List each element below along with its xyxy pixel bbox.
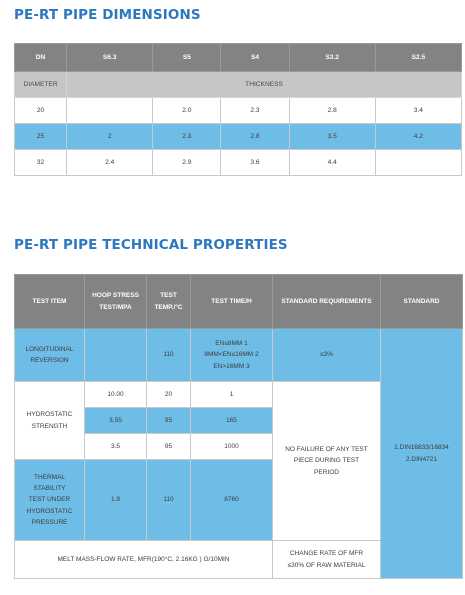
table-cell: 2.3	[221, 98, 289, 124]
technical-header-row	[15, 275, 463, 329]
longitudinal-requirement: ≤3%	[273, 329, 381, 382]
thickness-label: THICKNESS	[67, 72, 462, 98]
hydrostatic-item: HYDROSTATIC STRENGTH	[15, 382, 85, 460]
technical-title: PE-RT PIPE TECHNICAL PROPERTIES	[14, 237, 288, 253]
hydrostatic-time: 165	[191, 408, 273, 434]
diameter-label: DIAMETER	[15, 72, 67, 98]
header-dn: DN	[15, 44, 67, 72]
header-s6-3: S6.3	[67, 44, 153, 72]
table-cell: 2.8	[221, 124, 289, 150]
dimensions-table	[14, 43, 462, 176]
melt-item: MELT MASS-FLOW RATE, MFR(190°C, 2.16KG ) G/10MIN	[15, 541, 273, 579]
table-cell: 2.8	[289, 98, 375, 124]
thermal-item: THERMAL STABILITY TEST UNDER HYDROSTATIC PRESSURE	[15, 460, 85, 541]
table-cell: 2.0	[153, 98, 221, 124]
longitudinal-row	[15, 329, 463, 382]
table-cell: 25	[15, 124, 67, 150]
table-cell: 2.9	[153, 150, 221, 176]
hydrostatic-time: 1000	[191, 434, 273, 460]
header-test-item: TEST ITEM	[15, 275, 85, 329]
table-cell	[375, 150, 461, 176]
hydrostatic-temp: 95	[147, 408, 191, 434]
header-s5: S5	[153, 44, 221, 72]
time-line: EN>16MM 3	[213, 362, 250, 370]
hydrostatic-temp: 95	[147, 434, 191, 460]
header-s3-2: S3.2	[289, 44, 375, 72]
failure-requirement: NO FAILURE OF ANY TEST PIECE DURING TEST PERIOD	[273, 382, 381, 541]
hydrostatic-stress: 3.55	[85, 408, 147, 434]
table-cell: 2.3	[153, 124, 221, 150]
header-standard: STANDARD	[381, 275, 463, 329]
standard-line: 1.DIN16833/16834	[394, 444, 449, 452]
table-cell: 3.6	[221, 150, 289, 176]
table-cell: 32	[15, 150, 67, 176]
header-test-temp: TEST TEMP./°C	[147, 275, 191, 329]
standard-cell	[381, 329, 463, 579]
table-cell	[67, 98, 153, 124]
thermal-temp: 110	[147, 460, 191, 541]
longitudinal-temp: 110	[147, 329, 191, 382]
dimensions-subheader-row	[15, 72, 462, 98]
hydrostatic-stress: 10.00	[85, 382, 147, 408]
table-cell: 2.4	[67, 150, 153, 176]
table-row	[15, 98, 462, 124]
header-test-time: TEST TIME/H	[191, 275, 273, 329]
hydrostatic-stress: 3.5	[85, 434, 147, 460]
time-line: 8MM<EN≤16MM 2	[204, 351, 259, 359]
table-row	[15, 150, 462, 176]
standard-line: 2.DIN4721	[405, 455, 438, 463]
table-cell: 4.2	[375, 124, 461, 150]
thermal-time: 8760	[191, 460, 273, 541]
longitudinal-time	[191, 329, 273, 382]
table-cell: 3.4	[375, 98, 461, 124]
header-hoop-stress: HOOP STRESS TEST/MPA	[85, 275, 147, 329]
dimensions-header-row	[15, 44, 462, 72]
time-line: EN≤8MM 1	[215, 339, 248, 347]
thermal-stress: 1.9	[85, 460, 147, 541]
table-cell: 4.4	[289, 150, 375, 176]
table-cell: 20	[15, 98, 67, 124]
longitudinal-item: LONGITUDINAL REVERSION	[15, 329, 85, 382]
table-cell: 2	[67, 124, 153, 150]
table-row	[15, 124, 462, 150]
table-cell: 3.5	[289, 124, 375, 150]
header-s4: S4	[221, 44, 289, 72]
header-standard-requirements: STANDARD REQUIREMENTS	[273, 275, 381, 329]
hydrostatic-temp: 20	[147, 382, 191, 408]
longitudinal-stress	[85, 329, 147, 382]
technical-table	[14, 274, 463, 579]
melt-requirement: CHANGE RATE OF MFR ≤30% OF RAW MATERIAL	[273, 541, 381, 579]
dimensions-title: PE-RT PIPE DIMENSIONS	[14, 7, 201, 23]
header-s2-5: S2.5	[375, 44, 461, 72]
hydrostatic-time: 1	[191, 382, 273, 408]
